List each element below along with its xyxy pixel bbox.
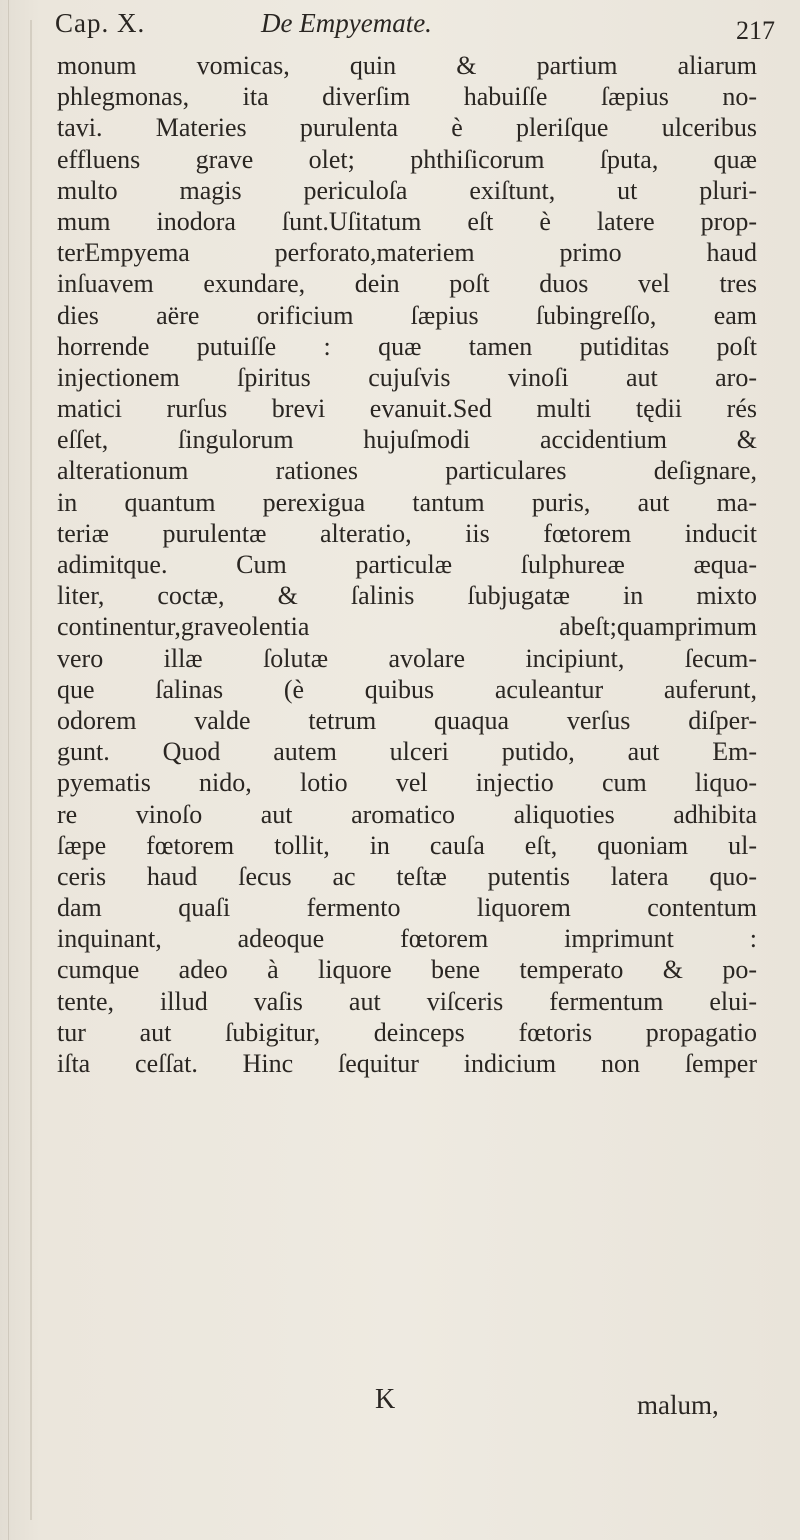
body-text: [57, 50, 757, 1079]
text-line: continentur,graveolentia abeſt;quamprimum: [57, 612, 757, 642]
text-line: inſuavem exundare, dein poſt duos vel tres: [57, 269, 757, 299]
text-line: tavi. Materies purulenta è pleriſque ulceribus: [57, 113, 757, 143]
running-header: [55, 4, 775, 46]
text-line: adimitque. Cum particulæ ſulphureæ æqua-: [57, 550, 757, 579]
text-line: dam quaſi fermento liquorem contentum: [57, 893, 757, 923]
text-line: ſæpe fœtorem tollit, in cauſa eſt, quoniam ul-: [57, 830, 757, 860]
text-line: que ſalinas (è quibus aculeantur auferunt,: [57, 674, 757, 704]
text-line: ceris haud ſecus ac teſtæ putentis latera quo-: [57, 861, 757, 891]
catchword: malum,: [637, 1390, 719, 1420]
text-line: matici rurſus brevi evanuit.Sed multi tędii rés: [57, 394, 757, 424]
text-line: re vinoſo aut aromatico aliquoties adhibita: [57, 799, 757, 829]
page-number: 217: [736, 16, 775, 45]
text-line: horrende putuiſſe : quæ tamen putiditas poſt: [57, 331, 757, 361]
running-title: De Empyemate.: [261, 8, 432, 38]
text-line: liter, coctæ, & ſalinis ſubjugatæ in mixto: [57, 581, 757, 611]
gutter-fold: [30, 20, 32, 1520]
text-line: eſſet, ſingulorum hujuſmodi accidentium &: [57, 425, 757, 455]
text-line: terEmpyema perforato,materiem primo haud: [57, 238, 757, 268]
page-edge: [8, 0, 9, 1540]
text-line: effluens grave olet; phthiſicorum ſputa, quæ: [57, 144, 757, 174]
text-line: iſta ceſſat. Hinc ſequitur indicium non ſemper: [57, 1049, 757, 1078]
text-line: pyematis nido, lotio vel injectio cum liquo-: [57, 768, 757, 798]
text-line: mum inodora ſunt.Uſitatum eſt è latere prop-: [57, 206, 757, 236]
text-line: cumque adeo à liquore bene temperato & po-: [57, 955, 757, 985]
text-line: tente, illud vaſis aut viſceris fermentum elui-: [57, 986, 757, 1016]
text-line: teriæ purulentæ alteratio, iis fœtorem inducit: [57, 518, 757, 548]
text-line: in quantum perexigua tantum puris, aut ma-: [57, 487, 757, 517]
text-line: vero illæ ſolutæ avolare incipiunt, ſecum-: [57, 643, 757, 673]
text-line: dies aëre orificium ſæpius ſubingreſſo, eam: [57, 300, 757, 330]
text-line: gunt. Quod autem ulceri putido, aut Em-: [57, 737, 757, 767]
text-line: injectionem ſpiritus cujuſvis vinoſi aut aro-: [57, 362, 757, 392]
text-line: monum vomicas, quin & partium aliarum: [57, 51, 757, 80]
text-line: odorem valde tetrum quaqua verſus diſper-: [57, 705, 757, 735]
text-line: alterationum rationes particulares deſignare,: [57, 456, 757, 486]
signature-mark: K: [375, 1384, 396, 1415]
text-line: phlegmonas, ita diverſim habuiſſe ſæpius no-: [57, 82, 757, 112]
chapter-heading: Cap. X.: [55, 8, 146, 38]
text-line: inquinant, adeoque fœtorem imprimunt :: [57, 924, 757, 954]
text-line: multo magis periculoſa exiſtunt, ut pluri-: [57, 175, 757, 205]
text-line: tur aut ſubigitur, deinceps fœtoris propagatio: [57, 1017, 757, 1047]
